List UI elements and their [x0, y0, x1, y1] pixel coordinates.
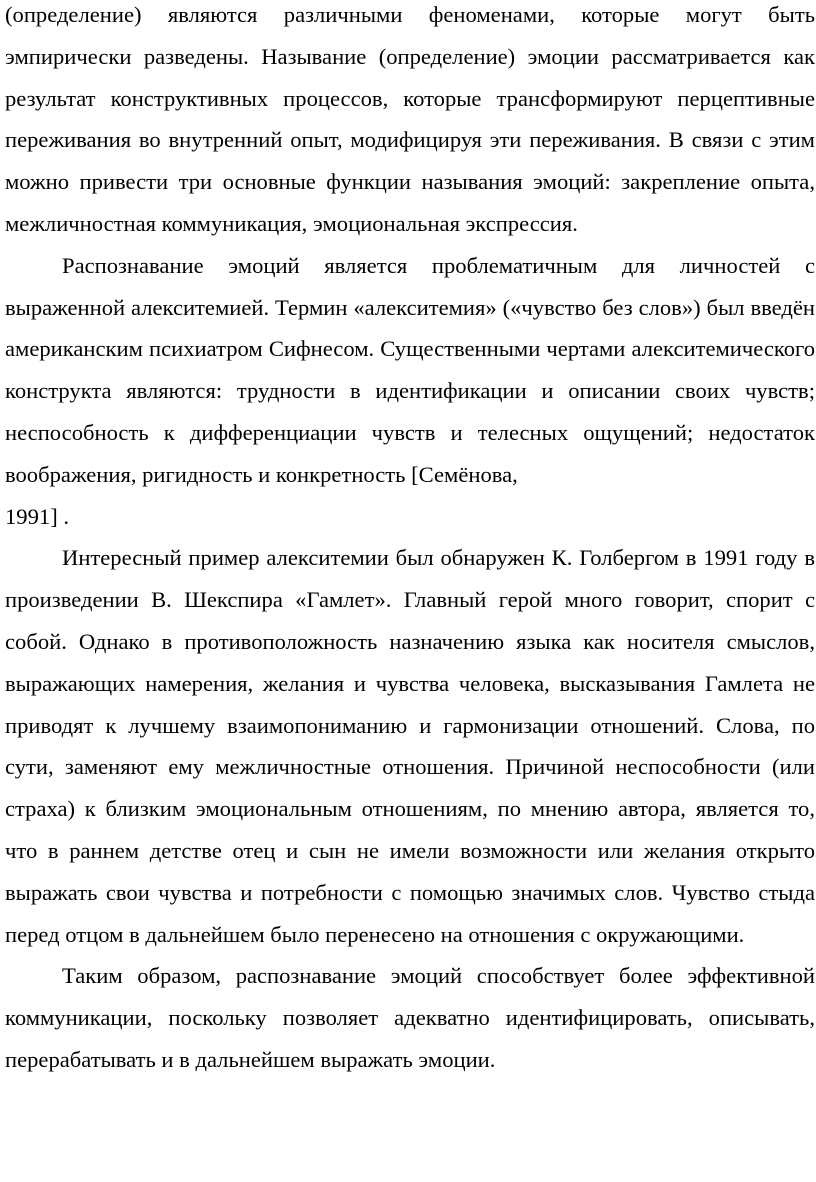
paragraph-continuation: (определение) являются различными феноменами, которые могут быть эмпирически разведены. Называние (определение) эмоции рассматривается как результат конструктивных процессов, которые трансформируют перцептивные переживания во внутренний опыт, модифицируя эти переживания. В связи с этим можно привести три основные функции называния эмоций: закрепление опыта, межличностная коммуникация, эмоциональная экспрессия. [5, 2, 815, 236]
paragraph-alexithymia-definition-text: Распознавание эмоций является проблематичным для личностей с выраженной алекситемией. Термин «алекситемия» («чувство без слов») был введён американским психиатром Сифнесом. Существенными чертами алекситемического конструкта являются: трудности в идентификации и описании своих чувств; неспособность к дифференциации чувств и телесных ощущений; недостаток воображения, ригидность и конкретность [Семёнова, [5, 252, 815, 487]
citation-year: 1991] . [5, 503, 70, 529]
paragraph-conclusion: Таким образом, распознавание эмоций способствует более эффективной коммуникации, поскольку позволяет адекватно идентифицировать, описывать, перерабатывать и в дальнейшем выражать эмоции. [5, 963, 815, 1072]
paragraph-alexithymia-definition [5, 245, 815, 538]
document-page [5, 0, 815, 1081]
paragraph-hamlet-example: Интересный пример алекситемии был обнаружен К. Голбергом в 1991 году в произведении В. Шекспира «Гамлет». Главный герой много говорит, спорит с собой. Однако в противоположность назначению языка как носителя смыслов, выражающих намерения, желания и чувства человека, высказывания Гамлета не приводят к лучшему взаимопониманию и гармонизации отношений. Слова, по сути, заменяют ему межличностные отношения. Причиной неспособности (или страха) к близким эмоциональным отношениям, по мнению автора, является то, что в раннем детстве отец и сын не имели возможности или желания открыто выражать свои чувства и потребности с помощью значимых слов. Чувство стыда перед отцом в дальнейшем было перенесено на отношения с окружающими. [5, 545, 815, 947]
